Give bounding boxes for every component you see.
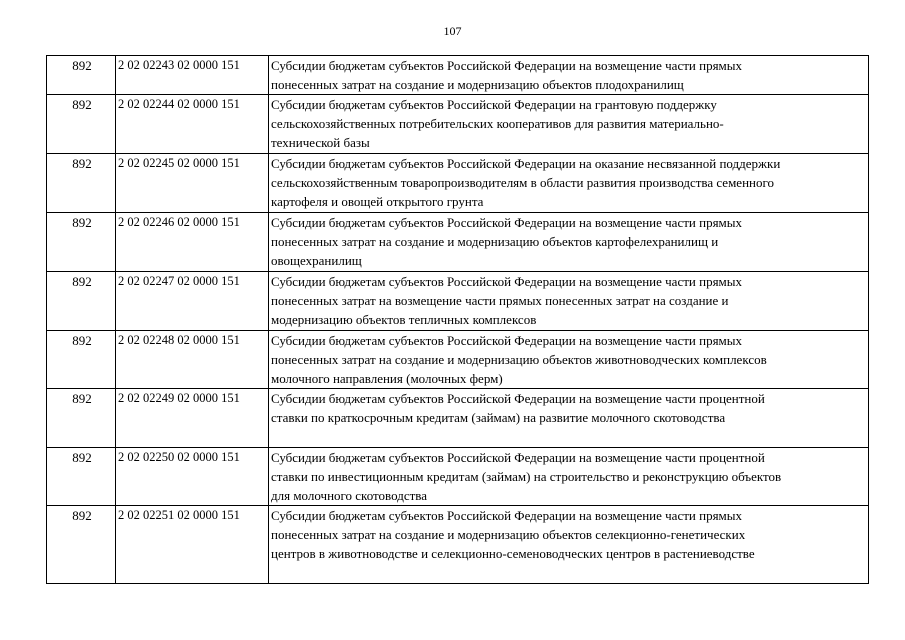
table-row (47, 154, 869, 213)
page-number: 107 (443, 24, 462, 38)
description-line: Субсидии бюджетам субъектов Российской Федерации на возмещение части прямых (271, 274, 743, 289)
admin-code-cell: 892 (47, 331, 116, 389)
budget-code-cell: 2 02 02247 02 0000 151 (116, 272, 269, 331)
description-line: Субсидии бюджетам субъектов Российской Федерации на возмещение части процентной (271, 391, 765, 406)
table-row (47, 95, 869, 154)
budget-code-cell: 2 02 02248 02 0000 151 (116, 331, 269, 389)
admin-code-cell: 892 (47, 56, 116, 95)
admin-code-cell: 892 (47, 506, 116, 584)
description-cell (269, 272, 869, 331)
description-line: технической базы (271, 135, 370, 150)
budget-code-cell: 2 02 02244 02 0000 151 (116, 95, 269, 154)
description-line: Субсидии бюджетам субъектов Российской Федерации на возмещение части прямых (271, 58, 743, 73)
admin-code-cell: 892 (47, 272, 116, 331)
admin-code-cell: 892 (47, 448, 116, 506)
description-cell (269, 95, 869, 154)
description-line: Субсидии бюджетам субъектов Российской Федерации на грантовую поддержку (271, 97, 717, 112)
description-line: Субсидии бюджетам субъектов Российской Федерации на возмещение части процентной (271, 450, 765, 465)
description-line: сельскохозяйственных потребительских кооперативов для развития материально- (271, 116, 724, 131)
description-line: понесенных затрат на создание и модернизацию объектов плодохранилищ (271, 77, 684, 92)
admin-code-cell: 892 (47, 154, 116, 213)
description-cell (269, 389, 869, 448)
description-line: понесенных затрат на создание и модернизацию объектов селекционно-генетических (271, 527, 746, 542)
description-line: ставки по инвестиционным кредитам (займам) на строительство и реконструкцию объектов (271, 469, 782, 484)
description-line: понесенных затрат на создание и модернизацию объектов животноводческих комплексов (271, 352, 767, 367)
description-line: понесенных затрат на создание и модернизацию объектов картофелехранилищ и (271, 234, 719, 249)
table-row (47, 213, 869, 272)
description-line: модернизацию объектов тепличных комплексов (271, 312, 537, 327)
budget-code-cell: 2 02 02246 02 0000 151 (116, 213, 269, 272)
table-row (47, 272, 869, 331)
description-cell (269, 448, 869, 506)
table-row (47, 56, 869, 95)
table-row (47, 448, 869, 506)
description-line: Субсидии бюджетам субъектов Российской Федерации на возмещение части прямых (271, 333, 743, 348)
budget-code-cell: 2 02 02250 02 0000 151 (116, 448, 269, 506)
description-cell (269, 506, 869, 584)
table-body (47, 56, 869, 584)
description-line: понесенных затрат на возмещение части прямых понесенных затрат на создание и (271, 293, 729, 308)
admin-code-cell: 892 (47, 213, 116, 272)
description-line: молочного направления (молочных ферм) (271, 371, 503, 386)
description-line: Субсидии бюджетам субъектов Российской Федерации на оказание несвязанной поддержки (271, 156, 781, 171)
table-row (47, 389, 869, 448)
description-line: центров в животноводстве и селекционно-семеноводческих центров в растениеводстве (271, 546, 755, 561)
budget-code-cell: 2 02 02251 02 0000 151 (116, 506, 269, 584)
description-line: сельскохозяйственным товаропроизводителям в области развития производства семенного (271, 175, 774, 190)
admin-code-cell: 892 (47, 95, 116, 154)
table-row (47, 331, 869, 389)
description-line: картофеля и овощей открытого грунта (271, 194, 484, 209)
description-cell (269, 56, 869, 95)
description-cell (269, 154, 869, 213)
budget-code-cell: 2 02 02249 02 0000 151 (116, 389, 269, 448)
table-row (47, 506, 869, 584)
admin-code-cell: 892 (47, 389, 116, 448)
budget-code-cell: 2 02 02243 02 0000 151 (116, 56, 269, 95)
description-cell (269, 213, 869, 272)
description-line: овощехранилищ (271, 253, 362, 268)
description-line: Субсидии бюджетам субъектов Российской Федерации на возмещение части прямых (271, 508, 743, 523)
description-line: для молочного скотоводства (271, 488, 428, 503)
description-line: ставки по краткосрочным кредитам (займам) на развитие молочного скотоводства (271, 410, 726, 425)
budget-code-cell: 2 02 02245 02 0000 151 (116, 154, 269, 213)
description-cell (269, 331, 869, 389)
description-line: Субсидии бюджетам субъектов Российской Федерации на возмещение части прямых (271, 215, 743, 230)
budget-codes-table (46, 55, 869, 584)
